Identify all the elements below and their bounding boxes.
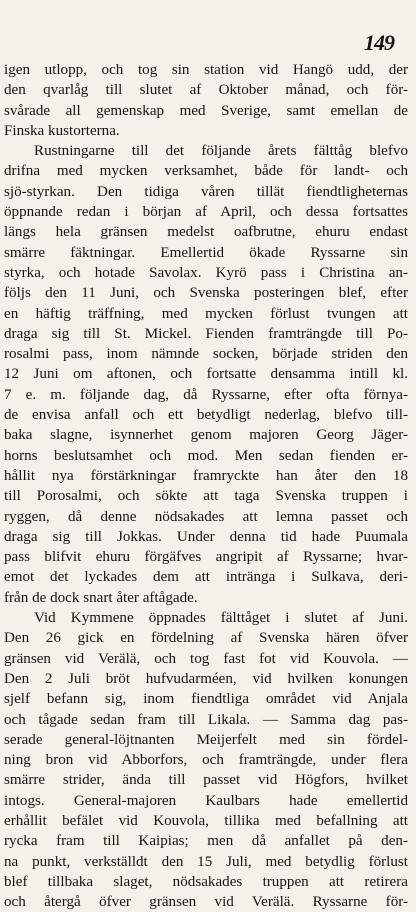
text-line: sjelf befann sig, inom fiendtliga området vid Anjala xyxy=(4,691,408,708)
text-line: den qvarlåg till slutet af Oktober månad, och för- xyxy=(4,82,408,99)
text-line: och återgå öfver gränsen vid Verälä. Ryssarne för- xyxy=(4,894,408,911)
text-line: de envisa anfall och ett betydligt nederlag, blefvo till- xyxy=(4,407,408,424)
text-line: pass blifvit ehuru förgäfves angripit af Ryssarne; hvar- xyxy=(4,549,408,566)
text-line: öppnande redan i början af April, och dessa fortsattes xyxy=(4,204,408,221)
text-line: Den 26 gick en fördelning af Svenska hären öfver xyxy=(4,630,408,647)
text-line: draga sig till Jokkas. Under denna tid hade Puumala xyxy=(4,528,408,545)
text-line: drifna med mycken verksamhet, både för landt- och xyxy=(4,163,408,180)
text-line: en häftig träffning, med mycken förlust tvungen att xyxy=(4,305,408,322)
text-line: emot det lyckades dem att intränga i Sulkava, deri- xyxy=(4,569,408,586)
text-line: serade general-löjtnanten Meijerfelt med sin fördel- xyxy=(4,731,408,748)
text-line: na punkt, verkställdt den 15 Juli, med betydlig förlust xyxy=(4,853,408,870)
text-line: sjö-styrkan. Den tidiga våren tillät fiendtligheternas xyxy=(4,183,408,200)
text-line: smärre strider, ända till passet vid Högfors, hvilket xyxy=(4,772,408,789)
text-line: erhållit befälet vid Kouvola, tillika med befallning att xyxy=(4,812,408,829)
text-line: Finska kustorterna. xyxy=(4,122,120,139)
text-line: hållit nya förstärkningar framryckte han åter den 18 xyxy=(4,467,408,484)
text-line: följs den 11 Juni, och Svenska posteringen blef, efter xyxy=(4,285,408,302)
text-line: från de dock snart åter aftågade. xyxy=(4,589,198,606)
text-line: 12 Juni om aftonen, och fortsatte densamma intill kl. xyxy=(4,366,408,383)
body-text xyxy=(4,60,408,912)
text-line: intogs. General-majoren Kaulbars hade emellertid xyxy=(4,792,408,809)
text-line: längs hela gränsen medelst oafbrutne, ehuru endast xyxy=(4,224,408,241)
text-line: ryggen, då denne nödsakades att lemna passet och xyxy=(4,508,408,525)
text-line: blef tillbaka slaget, nödsakades truppen att retirera xyxy=(4,873,408,890)
text-line: gränsen vid Verälä, och tog fast fot vid Kouvola. — xyxy=(4,650,408,667)
text-line: Rustningarne till det följande årets fälttåg blefvo xyxy=(34,143,408,160)
text-line: horns beslutsamhet och mod. Men sedan fienden er- xyxy=(4,447,408,464)
text-line: smärre fäktningar. Emellertid ökade Ryssarne sin xyxy=(4,244,408,261)
text-line: rycka fram till Kaipias; men då anfallet på den- xyxy=(4,833,408,850)
text-line: och tågade sedan fram till Likala. — Samma dag pas- xyxy=(4,711,408,728)
text-line: ning bron vid Abborfors, och framträngde, under flera xyxy=(4,752,408,769)
text-line: styrka, och hotade Savolax. Kyrö pass i Christina an- xyxy=(4,264,408,281)
text-line: svårade all gemenskap med Sverige, samt emellan de xyxy=(4,102,408,119)
text-line: Den 2 Juli bröt hufvudarméen, vid hvilken konungen xyxy=(4,670,408,687)
text-line: till Porosalmi, och sökte att taga Svenska truppen i xyxy=(4,488,408,505)
page-number: 149 xyxy=(364,30,394,55)
text-line: draga sig till St. Mickel. Fienden framträngde till Po- xyxy=(4,325,408,342)
text-line: igen utlopp, och tog sin station vid Hangö udd, der xyxy=(4,62,408,78)
text-line: baka slagne, isynnerhet genom majoren Georg Jäger- xyxy=(4,427,408,444)
text-line: Vid Kymmene öppnades fälttåget i slutet af Juni. xyxy=(34,610,408,627)
text-line: 7 e. m. följande dag, då Ryssarne, efter ofta förnya- xyxy=(4,386,408,403)
text-line: rosalmi pass, inom nämnde socken, började striden den xyxy=(4,346,408,363)
